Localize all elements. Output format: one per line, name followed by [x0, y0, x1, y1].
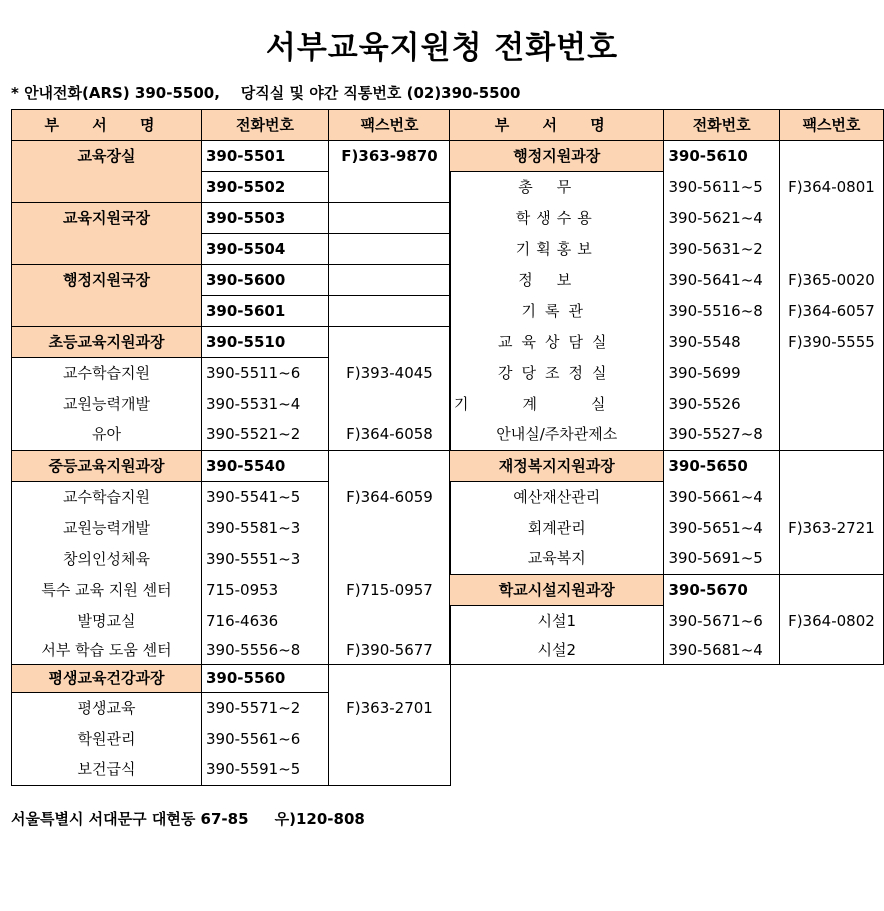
- phone-cell: 390-5670: [664, 575, 779, 606]
- dept-cell: 서부 학습 도움 센터: [12, 637, 202, 665]
- table-row: [12, 606, 451, 637]
- table-row: [12, 724, 451, 755]
- fax-cell: [779, 141, 883, 172]
- dept-cell: 창의인성체육: [12, 544, 202, 575]
- phone-cell: 390-5521~2: [202, 420, 329, 451]
- table-row: [12, 420, 451, 451]
- table-row: [12, 358, 451, 389]
- table-row: [12, 544, 451, 575]
- fax-cell: F)363-2721: [779, 513, 883, 544]
- table-row: [450, 327, 884, 358]
- dept-cell: [12, 234, 202, 265]
- dept-cell: 강당조정실: [450, 358, 664, 389]
- fax-cell: F)715-0957: [329, 575, 451, 606]
- dept-cell: 평생교육: [12, 693, 202, 724]
- table-row: [450, 203, 884, 234]
- table-row: [12, 755, 451, 786]
- phone-cell: 390-5601: [202, 296, 329, 327]
- fax-cell: [329, 203, 451, 234]
- table-row: [12, 265, 451, 296]
- dept-cell: 특수 교육 지원 센터: [12, 575, 202, 606]
- phone-cell: 390-5501: [202, 141, 329, 172]
- dept-cell: 교원능력개발: [12, 513, 202, 544]
- phone-cell: 390-5503: [202, 203, 329, 234]
- phone-cell: 390-5581~3: [202, 513, 329, 544]
- dept-cell: 기계실: [450, 389, 664, 420]
- table-row: [450, 172, 884, 203]
- dept-cell: 발명교실: [12, 606, 202, 637]
- table-row: [12, 575, 451, 606]
- header-fax: 팩스번호: [329, 110, 451, 141]
- dept-cell: 교육장실: [12, 141, 202, 172]
- header-phone: 전화번호: [202, 110, 329, 141]
- table-row: [450, 575, 884, 606]
- fax-cell: [779, 482, 883, 513]
- table-row: [12, 203, 451, 234]
- phone-cell: 715-0953: [202, 575, 329, 606]
- table-row: [450, 358, 884, 389]
- dept-cell: 학교시설지원과장: [450, 575, 664, 606]
- table-row: [450, 296, 884, 327]
- fax-cell: F)364-6057: [779, 296, 883, 327]
- dept-cell: 유아: [12, 420, 202, 451]
- fax-cell: F)364-0802: [779, 606, 883, 637]
- fax-cell: [329, 451, 451, 482]
- fax-cell: F)363-9870: [329, 141, 451, 172]
- phone-cell: 390-5571~2: [202, 693, 329, 724]
- dept-cell: 안내실/주차관제소: [450, 420, 664, 451]
- fax-cell: [329, 606, 451, 637]
- phone-cell: 390-5526: [664, 389, 779, 420]
- phone-cell: 390-5527~8: [664, 420, 779, 451]
- table-row: [12, 296, 451, 327]
- dept-cell: 행정지원국장: [12, 265, 202, 296]
- table-row: [450, 637, 884, 665]
- phone-cell: 390-5556~8: [202, 637, 329, 665]
- fax-cell: [779, 203, 883, 234]
- phone-cell: 390-5561~6: [202, 724, 329, 755]
- phone-cell: 390-5511~6: [202, 358, 329, 389]
- table-row: [450, 141, 884, 172]
- phone-cell: 390-5591~5: [202, 755, 329, 786]
- fax-cell: [779, 234, 883, 265]
- phone-cell: 390-5651~4: [664, 513, 779, 544]
- fax-cell: [329, 665, 451, 693]
- dept-cell: [12, 172, 202, 203]
- dept-cell: 초등교육지원과장: [12, 327, 202, 358]
- fax-cell: [329, 513, 451, 544]
- fax-cell: [329, 327, 451, 358]
- table-row: [12, 234, 451, 265]
- fax-cell: [329, 265, 451, 296]
- fax-cell: [779, 544, 883, 575]
- phone-cell: 390-5516~8: [664, 296, 779, 327]
- header-fax: 팩스번호: [779, 110, 883, 141]
- table-row: [450, 389, 884, 420]
- fax-cell: F)393-4045: [329, 358, 451, 389]
- table-row: [12, 637, 451, 665]
- phone-cell: 390-5531~4: [202, 389, 329, 420]
- phone-cell: 390-5699: [664, 358, 779, 389]
- dept-cell: 교육지원국장: [12, 203, 202, 234]
- phone-cell: 390-5502: [202, 172, 329, 203]
- table-row: [12, 513, 451, 544]
- dept-cell: 중등교육지원과장: [12, 451, 202, 482]
- fax-cell: [329, 755, 451, 786]
- table-row: [450, 544, 884, 575]
- fax-cell: [329, 389, 451, 420]
- fax-cell: [779, 358, 883, 389]
- phone-cell: 390-5600: [202, 265, 329, 296]
- table-header-row: [450, 110, 884, 141]
- phone-cell: 390-5510: [202, 327, 329, 358]
- dept-cell: 행정지원과장: [450, 141, 664, 172]
- dept-cell: 교수학습지원: [12, 482, 202, 513]
- header-dept: 부 서 명: [12, 110, 202, 141]
- table-row: [12, 389, 451, 420]
- phone-cell: 390-5681~4: [664, 637, 779, 665]
- info-line: * 안내전화(ARS) 390-5500, 당직실 및 야간 직통번호 (02)390-5500: [11, 84, 521, 102]
- dept-cell: 교수학습지원: [12, 358, 202, 389]
- table-row: [450, 234, 884, 265]
- fax-cell: F)390-5555: [779, 327, 883, 358]
- dept-cell: 정보: [450, 265, 664, 296]
- table-row: [450, 513, 884, 544]
- dept-cell: 기록관: [450, 296, 664, 327]
- dept-cell: 학생수용: [450, 203, 664, 234]
- fax-cell: [779, 389, 883, 420]
- dept-cell: 교육복지: [450, 544, 664, 575]
- fax-cell: [329, 544, 451, 575]
- table-row: [450, 482, 884, 513]
- phone-cell: 390-5540: [202, 451, 329, 482]
- footer-address: 서울특별시 서대문구 대현동 67-85 우)120-808: [11, 810, 365, 828]
- dept-cell: 기획홍보: [450, 234, 664, 265]
- header-phone: 전화번호: [664, 110, 779, 141]
- table-row: [12, 482, 451, 513]
- fax-cell: F)390-5677: [329, 637, 451, 665]
- left-directory-table: [11, 109, 451, 786]
- fax-cell: [779, 451, 883, 482]
- table-row: [12, 141, 451, 172]
- dept-cell: [12, 296, 202, 327]
- dept-cell: 회계관리: [450, 513, 664, 544]
- fax-cell: F)363-2701: [329, 693, 451, 724]
- fax-cell: [329, 296, 451, 327]
- fax-cell: F)365-0020: [779, 265, 883, 296]
- header-dept: 부 서 명: [450, 110, 664, 141]
- dept-cell: 학원관리: [12, 724, 202, 755]
- phone-cell: 390-5560: [202, 665, 329, 693]
- phone-cell: 390-5621~4: [664, 203, 779, 234]
- table-row: [12, 693, 451, 724]
- phone-cell: 390-5641~4: [664, 265, 779, 296]
- dept-cell: 시설1: [450, 606, 664, 637]
- fax-cell: F)364-6058: [329, 420, 451, 451]
- table-row: [450, 265, 884, 296]
- fax-cell: [329, 172, 451, 203]
- fax-cell: F)364-6059: [329, 482, 451, 513]
- table-header-row: [12, 110, 451, 141]
- right-directory-table: [449, 109, 884, 665]
- phone-cell: 390-5541~5: [202, 482, 329, 513]
- phone-cell: 716-4636: [202, 606, 329, 637]
- dept-cell: 평생교육건강과장: [12, 665, 202, 693]
- dept-cell: 총무: [450, 172, 664, 203]
- dept-cell: 교원능력개발: [12, 389, 202, 420]
- fax-cell: [779, 637, 883, 665]
- phone-cell: 390-5631~2: [664, 234, 779, 265]
- table-row: [12, 665, 451, 693]
- phone-cell: 390-5671~6: [664, 606, 779, 637]
- table-row: [450, 606, 884, 637]
- table-row: [12, 327, 451, 358]
- phone-cell: 390-5650: [664, 451, 779, 482]
- dept-cell: 교육상담실: [450, 327, 664, 358]
- fax-cell: [329, 724, 451, 755]
- phone-cell: 390-5661~4: [664, 482, 779, 513]
- phone-cell: 390-5548: [664, 327, 779, 358]
- dept-cell: 시설2: [450, 637, 664, 665]
- phone-cell: 390-5551~3: [202, 544, 329, 575]
- table-row: [450, 420, 884, 451]
- phone-cell: 390-5691~5: [664, 544, 779, 575]
- dept-cell: 예산재산관리: [450, 482, 664, 513]
- table-row: [12, 451, 451, 482]
- table-row: [450, 451, 884, 482]
- phone-cell: 390-5610: [664, 141, 779, 172]
- page-title: 서부교육지원청 전화번호: [265, 30, 619, 66]
- fax-cell: [779, 575, 883, 606]
- phone-cell: 390-5504: [202, 234, 329, 265]
- phone-cell: 390-5611~5: [664, 172, 779, 203]
- fax-cell: [779, 420, 883, 451]
- fax-cell: F)364-0801: [779, 172, 883, 203]
- dept-cell: 재정복지지원과장: [450, 451, 664, 482]
- fax-cell: [329, 234, 451, 265]
- table-row: [12, 172, 451, 203]
- dept-cell: 보건급식: [12, 755, 202, 786]
